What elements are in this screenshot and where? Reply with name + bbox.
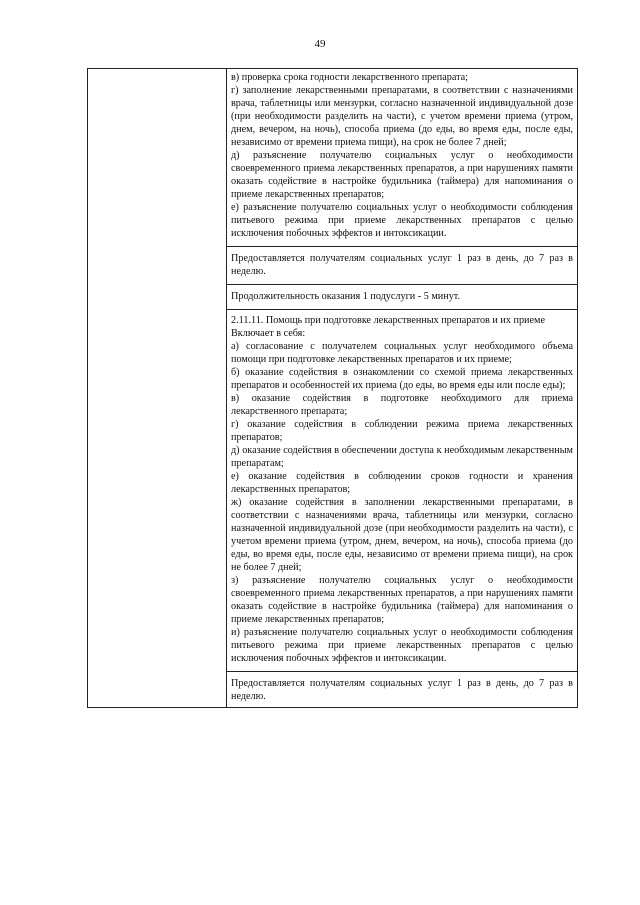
frequency-text: Предоставляется получателям социальных услуг 1 раз в день, до 7 раз в неделю. <box>231 253 573 277</box>
paragraph: д) разъяснение получателю социальных услуг о необходимости своевременного приема лекарственных препаратов, а при нарушениях памяти оказать содействие в настройке будильника (таймера) для напоминания о приеме лекарственных препаратов; <box>231 150 573 200</box>
service-heading: 2.11.11. Помощь при подготовке лекарственных препаратов и их приеме <box>231 315 545 326</box>
paragraph: з) разъяснение получателю социальных услуг о необходимости своевременного приема лекарственных препаратов, а при нарушениях памяти оказать содействие в настройке будильника (таймера) для напоминания о приеме лекарственных препаратов; <box>231 575 573 625</box>
service-description-cell <box>227 310 578 672</box>
paragraph: в) проверка срока годности лекарственного препарата; <box>231 72 469 83</box>
paragraph: и) разъяснение получателю социальных услуг о необходимости соблюдения питьевого режима при приеме лекарственных препаратов с целью исключения побочных эффектов и интоксикации. <box>231 627 573 664</box>
service-details-cell <box>227 69 578 247</box>
paragraph: ж) оказание содействия в заполнении лекарственными препаратами, в соответствии с назначениями врача, таблетницы или мензурки, согласно назначенной индивидуальной дозе (при необходимости разделить на части), с учетом времени приема (утром, днем, вечером, на ночь), способа приема (до еды, во время еды, после еды, независимо от времени приема пищи), на срок не более 7 дней; <box>231 497 573 573</box>
duration-text: Продолжительность оказания 1 подуслуги - 5 минут. <box>231 291 461 302</box>
frequency-text: Предоставляется получателям социальных услуг 1 раз в день, до 7 раз в неделю. <box>231 678 573 702</box>
paragraph: б) оказание содействия в ознакомлении со схемой приема лекарственных препаратов и особенностей их приема (до еды, во время еды или после еды); <box>231 367 573 391</box>
paragraph: в) оказание содействия в подготовке необходимого для приема лекарственного препарата; <box>231 393 573 417</box>
paragraph: г) оказание содействия в соблюдении режима приема лекарственных препаратов; <box>231 419 573 443</box>
frequency-cell <box>227 247 578 285</box>
paragraph: г) заполнение лекарственными препаратами, в соответствии с назначениями врача, таблетницы или мензурки, согласно назначенной индивидуальной дозе (при необходимости разделить на части), с учетом времени приема (утром, днем, вечером, на ночь), способа приема (до еды, во время еды, после еды, независимо от времени приема пищи), на срок не более 7 дней; <box>231 85 573 148</box>
service-table <box>87 68 578 708</box>
duration-cell <box>227 285 578 310</box>
paragraph: а) согласование с получателем социальных услуг необходимого объема помощи при подготовке лекарственных препаратов и их приеме; <box>231 341 573 365</box>
paragraph: е) оказание содействия в соблюдении сроков годности и хранения лекарственных препаратов; <box>231 471 573 495</box>
left-column-cell <box>88 69 227 708</box>
table-row <box>88 69 578 247</box>
includes-label: Включает в себя: <box>231 328 306 339</box>
page-number: 49 <box>314 38 326 50</box>
paragraph: е) разъяснение получателю социальных услуг о необходимости соблюдения питьевого режима при приеме лекарственных препаратов с целью исключения побочных эффектов и интоксикации. <box>231 202 573 239</box>
frequency-cell <box>227 672 578 708</box>
paragraph: д) оказание содействия в обеспечении доступа к необходимым лекарственным препаратам; <box>231 445 573 469</box>
